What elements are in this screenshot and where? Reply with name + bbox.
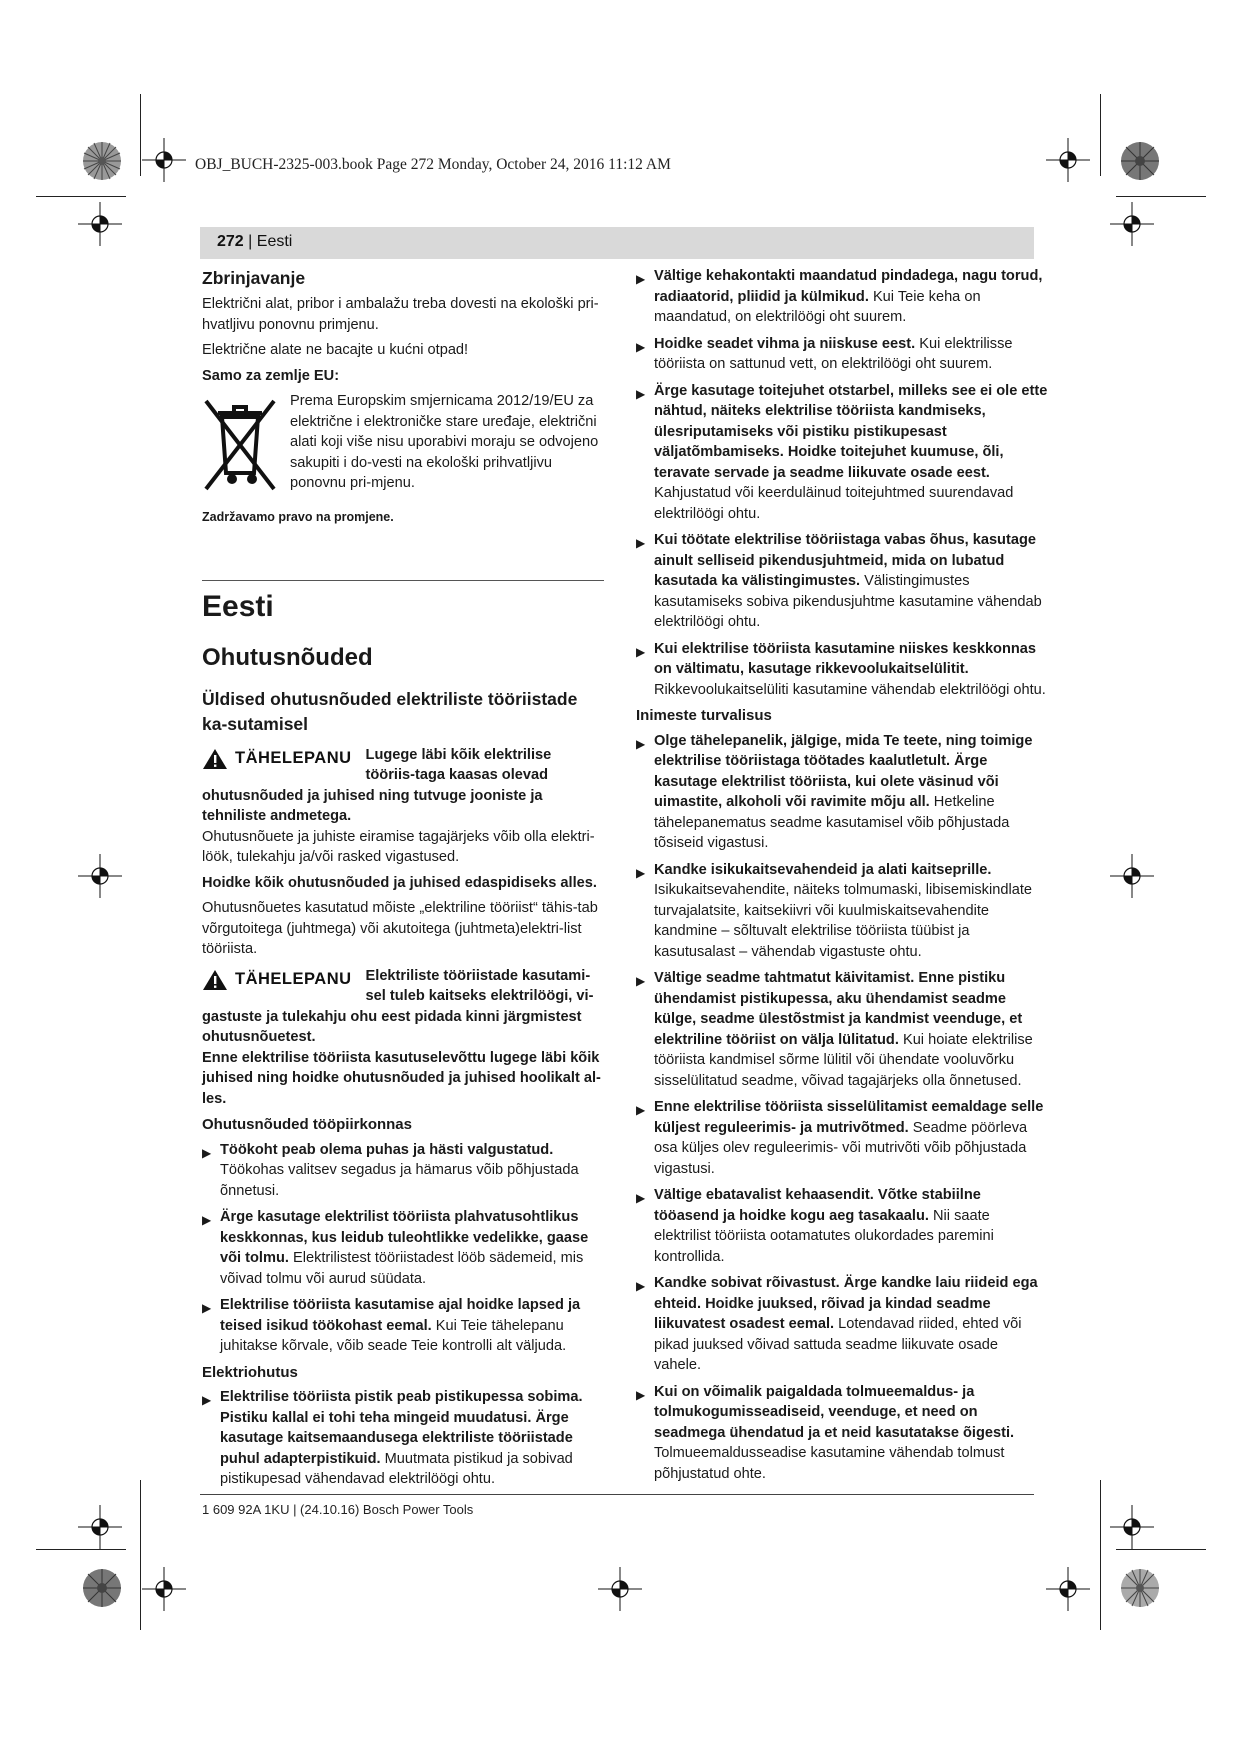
item-bold: Enne elektrilise tööriista sisselülitamist eemaldage selle küljest reguleerimis- ja mutrivõtmed. (654, 1099, 1044, 1136)
page-header-band (200, 227, 1034, 259)
item-text: Lotendavad riided, ehted või pikad juuksed võivad sattuda seadme liikuvate osade vahele. (654, 1316, 1022, 1373)
safety-heading: Ohutusnõuded (202, 643, 373, 671)
list-item (636, 860, 1048, 963)
list-item (636, 731, 1048, 854)
page-header (217, 233, 292, 251)
weee-block (202, 391, 604, 495)
registration-crosshair-icon (142, 1567, 186, 1611)
bullet-triangle-icon: ▶ (202, 1213, 212, 1227)
bullet-triangle-icon: ▶ (636, 536, 646, 550)
item-bold: Ärge kasutage elektrilist tööriista plahvatusohtlikus keskkonnas, kus leidub tuleohtlikke vedelikke, gaase või tolmu. (220, 1209, 589, 1266)
item-text: Rikkevoolukaitselüliti kasutamine vähendab elektrilöögi ohtu. (654, 681, 1046, 698)
list-item (202, 1140, 604, 1202)
color-rosette-icon (1120, 141, 1160, 181)
item-text: Kui Teie tähelepanu juhitakse kõrvale, võib seade Teie kontrolli alt väljuda. (220, 1317, 567, 1354)
warning-label: TÄHELEPANU (235, 970, 352, 989)
list-item (636, 334, 1048, 375)
bullet-triangle-icon: ▶ (636, 1279, 646, 1293)
item-text: Kahjustatud või keerduläinud toitejuhtmed suurendavad elektrilöögi ohtu. (654, 485, 1014, 522)
item-text: Kui elektrilisse tööriista on sattunud vett, on elektrilöögi oht suurem. (654, 335, 1013, 372)
registration-crosshair-icon (78, 202, 122, 246)
item-bold: Vältige kehakontakti maandatud pindadega, nagu torud, radiaatorid, pliidid ja külmikud. (654, 268, 1043, 305)
registration-crosshair-icon (78, 1505, 122, 1549)
registration-crosshair-icon (1110, 202, 1154, 246)
item-bold: Vältige ebatavalist kehaasendit. Võtke stabiilne tööasend ja hoidke kogu aeg tasakaalu. (654, 1187, 981, 1224)
page-footer: 1 609 92A 1KU | (24.10.16) Bosch Power Tools (202, 1502, 474, 1517)
warning-label: TÄHELEPANU (235, 749, 352, 768)
list-item (636, 1273, 1048, 1376)
bullet-triangle-icon: ▶ (636, 736, 646, 751)
bullet-triangle-icon: ▶ (636, 272, 646, 286)
workplace-heading: Ohutusnõuded tööpiirkonnas (202, 1116, 412, 1133)
bullet-triangle-icon: ▶ (636, 386, 646, 401)
item-bold: Kui on võimalik paigaldada tolmueemaldus- ja tolmukogumisseadiseid, veenduge, et need on seadmega ühendatud ja et neid kasutatakse õigesti. (654, 1383, 1015, 1441)
right-column (636, 266, 1048, 1490)
item-text: Töökohas valitsev segadus ja hämarus võib põhjustada õnnetusi. (220, 1162, 579, 1199)
item-text: Nii saate elektrilist tööriista ootamatutes olukordades paremini kontrollida. (654, 1207, 994, 1265)
list-item (636, 1097, 1048, 1179)
item-bold: Hoidke seadet vihma ja niiskuse eest. (654, 335, 916, 352)
reserved-note: Zadržavamo pravo na promjene. (202, 510, 394, 524)
registration-crosshair-icon (1110, 1505, 1154, 1549)
warning-triangle-icon (202, 969, 228, 991)
warning-block-1 (202, 745, 604, 827)
bullet-triangle-icon: ▶ (636, 644, 646, 659)
warning-badge (202, 969, 352, 991)
list-item (636, 1382, 1048, 1485)
color-rosette-icon (1120, 1568, 1160, 1608)
item-text: Elektrilistest tööriistadest lööb sädemeid, mis võivad tolmu või aurud süüdata. (220, 1250, 584, 1287)
item-bold: Töökoht peab olema puhas ja hästi valgustatud. (220, 1141, 554, 1158)
item-bold: Elektrilise tööriista kasutamise ajal hoidke lapsed ja teised isikud töökohast eemal. (220, 1297, 581, 1334)
language-heading: Eesti (202, 589, 274, 623)
eu-directive-text: Prema Europskim smjernicama 2012/19/EU za električne i elektroničke stare uređaje, električni alati koji više nisu uporabivi moraju se odvojeno sakupiti i do-vesti na ekološki prihvatljivu ponovnu pri-mjenu. (290, 393, 599, 491)
zbrinjavanje-text-2: Električne alate ne bacajte u kućni otpad! (202, 342, 469, 358)
electrical-heading: Elektriohutus (202, 1363, 298, 1381)
left-column (202, 266, 604, 1496)
item-bold: Elektrilise tööriista pistik peab pistikupessa sobima. Pistiku kallal ei tohi teha mingeid muudatusi. Ärge kasutage kaitsemaandusega elektriliste tööriistade puhul adapterpistikuid. (220, 1389, 583, 1467)
list-item (202, 1295, 604, 1357)
item-text: Isikukaitsevahendite, näiteks tolmumaski, libisemiskindlate turvajalatsite, kaitsekiivri või kuulmiskaitsevahendite kandmine – sõltuvalt elektrilise tööriista tüübist ja kasutusalast – vähendab vigastuste ohtu. (654, 882, 1032, 960)
item-text: Muutmata pistikud ja sobivad pistikupesad vähendavad elektrilöögi ohtu. (220, 1450, 573, 1487)
registration-crosshair-icon (598, 1567, 642, 1611)
list-item (636, 266, 1048, 328)
bullet-triangle-icon: ▶ (636, 1387, 646, 1402)
bullet-triangle-icon: ▶ (636, 865, 646, 880)
item-bold: Kandke isikukaitsevahendeid ja alati kaitseprille. (654, 861, 992, 878)
item-text: Hetkeline tähelepanematus seadme kasutamisel võib põhjustada tõsiseid vigastusi. (654, 794, 1010, 851)
item-text: Välistingimustes kasutamiseks sobiva pikendusjuhtme kasutamine vähendab elektrilöögi ohtu. (654, 573, 1042, 630)
bullet-triangle-icon: ▶ (202, 1393, 212, 1407)
item-bold: Kui töötate elektrilise tööriistaga vabas õhus, kasutage ainult selliseid pikendusjuhtmeid, mida on lubatud kasutada ka välistingimustes. (654, 532, 1036, 589)
warning-badge (202, 748, 352, 770)
list-item (636, 639, 1048, 701)
section-divider (202, 580, 604, 581)
personal-safety-heading: Inimeste turvalisus (636, 707, 772, 724)
zbrinjavanje-heading: Zbrinjavanje (202, 268, 306, 288)
bullet-triangle-icon: ▶ (636, 1191, 646, 1205)
warning-2-text: Elektriliste tööriistade kasutami-sel tuleb kaitseks elektrilöögi, vi-gastuste ja tulekahju ohu eest pidada kinni järgmistest ohutusnõuetest. (202, 967, 594, 1045)
registration-crosshair-icon (1046, 1567, 1090, 1611)
item-text: Seadme pöörleva osa küljes olev reguleerimis- või mutrivõti võib põhjustada vigastusi. (654, 1119, 1028, 1177)
footer-divider (200, 1494, 1034, 1495)
header-separator: | (248, 233, 257, 250)
item-bold: Olge tähelepanelik, jälgige, mida Te teete, ning toimige elektrilise tööriistaga töötades kaalutletult. Ärge kasutage elektrilist tööriista, kui olete väsinud või uimastite, alkoholi või ravimite mõju all. (654, 732, 1033, 810)
warning-block-2 (202, 966, 604, 1048)
registration-crosshair-icon (78, 854, 122, 898)
list-item (636, 381, 1048, 525)
warning-1-text: Lugege läbi kõik elektrilise tööriis-taga kaasas olevad ohutusnõuded ja juhised ning tutvuge jooniste ja tehniliste andmetega. (202, 746, 552, 824)
crossed-out-bin-icon (202, 391, 278, 495)
color-rosette-icon (82, 141, 122, 181)
zbrinjavanje-text-1: Električni alat, pribor i ambalažu treba dovesti na ekološki pri-hvatljivu ponovnu primjenu. (202, 296, 599, 333)
registration-crosshair-icon (1110, 854, 1154, 898)
list-item (202, 1387, 604, 1490)
bullet-triangle-icon: ▶ (636, 339, 646, 354)
bullet-triangle-icon: ▶ (636, 1103, 646, 1117)
item-text: Kui Teie keha on maandatud, on elektrilöögi oht suurem. (654, 288, 981, 325)
item-text: Kui hoiate elektrilise tööriista kandmisel sõrme lülitil või ühendate vooluvõrku sisselülitatud seadme, võivad tagajärjeks olla õnnetused. (654, 1031, 1033, 1089)
list-item (636, 968, 1048, 1091)
general-safety-heading: Üldised ohutusnõuded elektriliste tööriistade ka-sutamisel (202, 688, 578, 734)
term-definition: Ohutusnõuetes kasutatud mõiste „elektriline tööriist“ tähis-tab võrgutoitega (juhtmega) või akutoitega (juhtmeta)elektri-list tööriista. (202, 900, 598, 957)
before-use-note: Enne elektrilise tööriista kasutuselevõttu lugege läbi kõik juhised ning hoidke ohutusnõuded ja juhised hoolikalt al-les. (202, 1049, 601, 1107)
item-text: Tolmueemaldusseadise kasutamine vähendab tolmust põhjustatud ohte. (654, 1445, 1005, 1482)
page-number: 272 (217, 233, 244, 250)
registration-crosshair-icon (142, 138, 186, 182)
book-info-line: OBJ_BUCH-2325-003.book Page 272 Monday, October 24, 2016 11:12 AM (195, 156, 671, 173)
header-section: Eesti (256, 233, 293, 250)
list-item (636, 1185, 1048, 1267)
item-bold: Ärge kasutage toitejuhet otstarbel, milleks see ei ole ette nähtud, näiteks elektrilise tööriista kandmiseks, ülesriputamiseks või pistiku pistikupesast väljatõmbamiseks. Hoidke toitejuhet kuumuse, õli, teravate servade ja seadme liikuvate osade eest. (654, 382, 1048, 481)
list-item (636, 530, 1048, 633)
keep-instructions: Hoidke kõik ohutusnõuded ja juhised edaspidiseks alles. (202, 874, 597, 891)
registration-crosshair-icon (1046, 138, 1090, 182)
bullet-triangle-icon: ▶ (202, 1301, 212, 1315)
bullet-triangle-icon: ▶ (636, 974, 646, 988)
item-bold: Vältige seadme tahtmatut käivitamist. Enne pistiku ühendamist pistikupessa, aku ühendamist seadme külge, seadme ülestõstmist ja kandmist veenduge, et elektriline tööriist on välja lülitatud. (654, 970, 1023, 1048)
warning-1-consequence: Ohutusnõuete ja juhiste eiramise tagajärjeks võib olla elektri-löök, tulekahju ja/või rasked vigastused. (202, 828, 595, 865)
bullet-triangle-icon: ▶ (202, 1145, 212, 1160)
color-rosette-icon (82, 1568, 122, 1608)
list-item (202, 1207, 604, 1289)
eu-heading: Samo za zemlje EU: (202, 367, 340, 384)
item-bold: Kui elektrilise tööriista kasutamine niiskes keskkonnas on vältimatu, kasutage rikkevoolukaitselülitit. (654, 640, 1037, 677)
warning-triangle-icon (202, 748, 228, 770)
item-bold: Kandke sobivat rõivastust. Ärge kandke laiu riideid ega ehteid. Hoidke juuksed, rõivad ja kindad seadme liikuvatest osadest eemal. (654, 1275, 1038, 1332)
